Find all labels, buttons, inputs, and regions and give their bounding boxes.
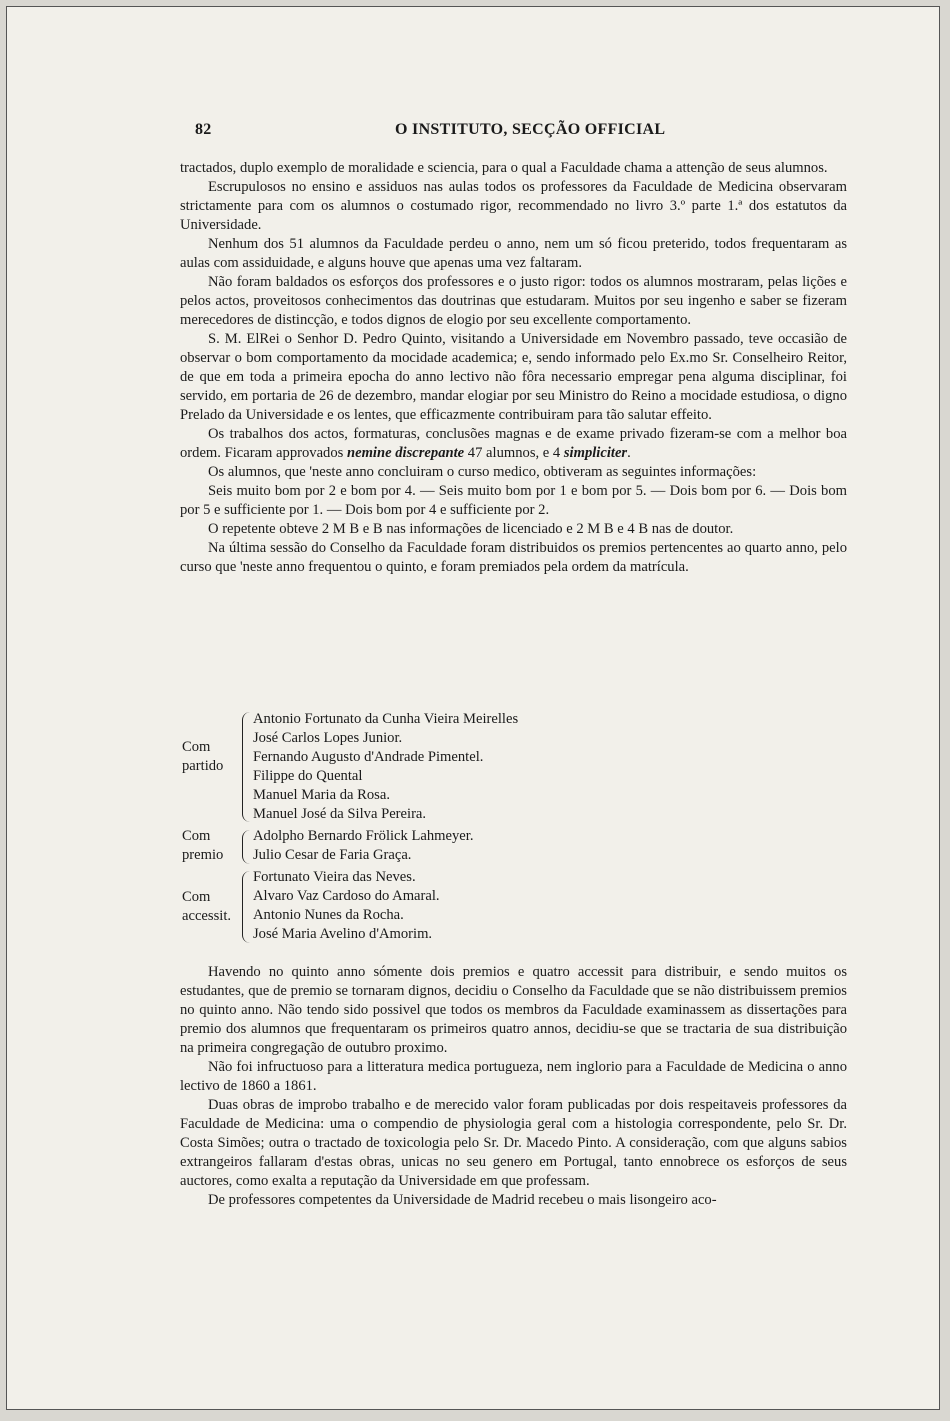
body-text-bottom	[180, 963, 847, 1210]
paragraph: Não foi infructuoso para a litteratura medica portugueza, nem inglorio para a Faculdade de Medicina o anno lectivo de 1860 a 1861.	[180, 1059, 847, 1094]
award-name: José Carlos Lopes Junior.	[253, 730, 403, 746]
paragraph: Na última sessão do Conselho da Faculdade foram distribuidos os premios pertencentes ao quarto anno, pelo curso que 'neste anno frequentou o quinto, e foram premiados pela ordem da matrícula.	[180, 540, 847, 575]
award-group-accessit	[182, 868, 602, 946]
award-label: Com accessit.	[182, 889, 232, 924]
paragraph: Seis muito bom por 2 e bom por 4. — Seis muito bom por 1 e bom por 5. — Dois bom por 6. — Dois bom por 5 e sufficiente por 1. — Dois bom por 4 e sufficiente por 2.	[180, 483, 847, 518]
page-header	[195, 119, 847, 143]
paragraph: Escrupulosos no ensino e assiduos nas aulas todos os professores da Faculdade de Medicina observaram strictamente para com os alumnos o costumado rigor, recommendado no livro 3.º parte 1.ª dos estatutos da Universidade.	[180, 179, 847, 233]
brace	[242, 830, 250, 864]
page-number: 82	[195, 121, 212, 138]
award-names	[253, 827, 593, 865]
award-group-premio	[182, 827, 602, 867]
award-label: Com premio	[182, 828, 224, 863]
award-name: Fernando Augusto d'Andrade Pimentel.	[253, 749, 484, 765]
award-name: Adolpho Bernardo Frölick Lahmeyer.	[253, 828, 474, 844]
paragraph-actos: Os trabalhos dos actos, formaturas, conclusões magnas e de exame privado fizeram-se com a melhor boa ordem. Ficaram approvados nemine discrepante 47 alumnos, e 4 simpliciter.	[180, 426, 847, 461]
brace	[242, 871, 250, 943]
brace	[242, 712, 250, 822]
paragraph: Nenhum dos 51 alumnos da Faculdade perdeu o anno, nem um só ficou preterido, todos frequentaram as aulas com assiduidade, e alguns houve que apenas uma vez faltaram.	[180, 236, 847, 271]
award-name: Antonio Fortunato da Cunha Vieira Meirelles	[253, 711, 519, 727]
award-name: Alvaro Vaz Cardoso do Amaral.	[253, 888, 440, 904]
award-group-partido	[182, 710, 602, 824]
award-name: Manuel Maria da Rosa.	[253, 787, 390, 803]
paragraph: S. M. ElRei o Senhor D. Pedro Quinto, visitando a Universidade em Novembro passado, teve occasião de observar o bom comportamento da mocidade academica; e, sendo informado pelo Ex.mo Sr. Conselheiro Reitor, de que em toda a primeira epocha do anno lectivo não fôra necessario empregar pena alguma disciplinar, foi servido, em portaria de 26 de dezembro, mandar elogiar por seu Ministro do Reino a mocidade estudiosa, o digno Prelado da Universidade e os lentes, que efficazmente contribuiram para tão salutar effeito.	[180, 331, 847, 423]
award-name: Fortunato Vieira das Neves.	[253, 869, 416, 885]
latin-term: simpliciter	[563, 445, 628, 461]
paragraph: Não foram baldados os esforços dos professores e o justo rigor: todos os alumnos mostraram, pelas lições e pelos actos, proveitosos conhecimentos das doutrinas que estudaram. Muitos por seu ingenho e saber se fizeram merecedores de distincção, e todos dignos de elogio por seu excellente comportamento.	[180, 274, 847, 328]
latin-term: nemine discrepante	[346, 445, 465, 461]
award-label: Com partido	[182, 739, 224, 774]
paragraph: Duas obras de improbo trabalho e de merecido valor foram publicadas por dois respeitaveis professores da Faculdade de Medicina: uma o compendio de physiologia geral com a histologia correspondente, pelo Sr. Dr. Costa Simões; outra o tractado de toxicologia pelo Sr. Dr. Macedo Pinto. A consideração, com que alguns sabios extrangeiros fallaram d'estas obras, unicas no seu genero em Portugal, tanto ennobrece os esforços de seus auctores, como exalta a reputação da Universidade em que professam.	[180, 1097, 847, 1189]
document-page	[6, 6, 940, 1410]
award-name: Antonio Nunes da Rocha.	[253, 907, 404, 923]
paragraph: Havendo no quinto anno sómente dois premios e quatro accessit para distribuir, e sendo muitos os estudantes, que de premio se tornaram dignos, decidiu o Conselho da Faculdade que se não distribuissem premios no quinto anno. Não tendo sido possivel que todos os membros da Faculdade examinassem as dissertações para premio dos alumnos que frequentaram os primeiros quatro annos, decidiu-se que se tractaria de sua distribuição na primeira congregação de outubro proximo.	[180, 964, 847, 1056]
award-name: Manuel José da Silva Pereira.	[253, 806, 427, 822]
award-names	[253, 868, 593, 944]
running-title: O INSTITUTO, SECÇÃO OFFICIAL	[395, 121, 666, 138]
award-name: Filippe do Quental	[253, 768, 363, 784]
award-names	[253, 710, 593, 824]
paragraph: tractados, duplo exemplo de moralidade e sciencia, para o qual a Faculdade chama a attenção de seus alumnos.	[180, 160, 828, 176]
paragraph: Os alumnos, que 'neste anno concluiram o curso medico, obtiveram as seguintes informações:	[208, 464, 757, 480]
award-name: José Maria Avelino d'Amorim.	[253, 926, 433, 942]
paragraph: De professores competentes da Universidade de Madrid recebeu o mais lisongeiro aco-	[208, 1192, 717, 1208]
body-text-top	[180, 159, 847, 577]
award-name: Julio Cesar de Faria Graça.	[253, 847, 412, 863]
paragraph: O repetente obteve 2 M B e B nas informações de licenciado e 2 M B e 4 B nas de doutor.	[208, 521, 734, 537]
